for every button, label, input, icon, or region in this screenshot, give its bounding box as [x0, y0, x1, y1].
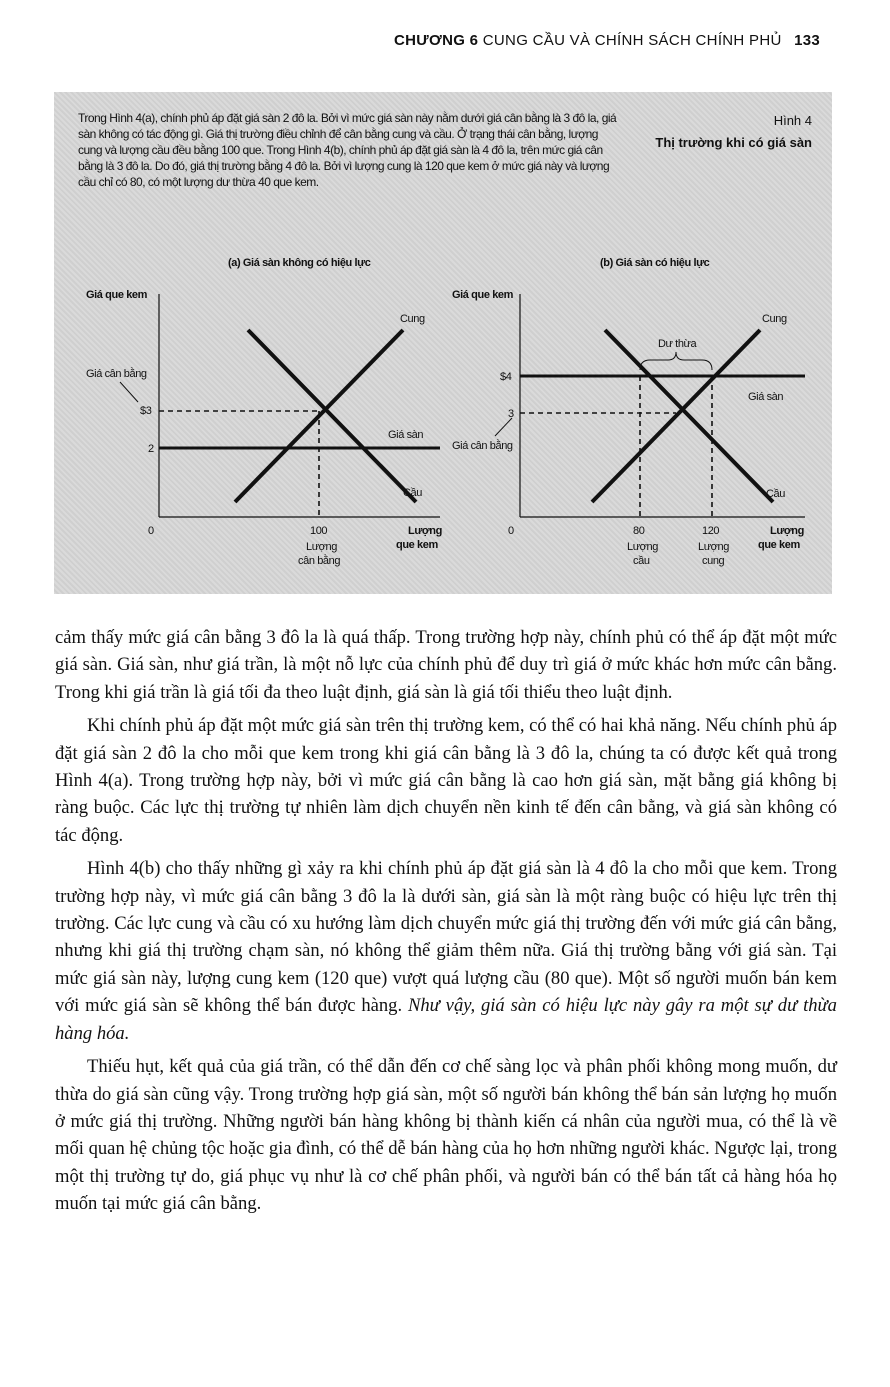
panel-a-y-tick-eq: $3: [140, 405, 152, 417]
running-head: [394, 32, 820, 49]
figure-box: [54, 92, 832, 594]
panel-b-qs-caption-1: Lượng: [698, 541, 729, 553]
panel-a-x-tick-caption-2: cân bằng: [298, 555, 341, 567]
panel-a-eq-price-label: Giá cân bằng: [86, 368, 147, 380]
panel-a-xlabel-2: que kem: [396, 539, 438, 551]
panel-b-xlabel-2: que kem: [758, 539, 800, 551]
panel-a-title: (a) Giá sàn không có hiệu lực: [228, 257, 371, 269]
panel-a-demand-label: Cầu: [403, 487, 422, 499]
panel-b-floor-label: Giá sàn: [748, 391, 784, 403]
figure-caption: Trong Hình 4(a), chính phủ áp đặt giá sàn 2 đô la. Bởi vì mức giá sàn này nằm dưới giá cân bằng là 3 đô la, giá sàn không có tác động gì. Giá thị trường điều chỉnh để cân bằng cung và cầu. Ở trạng thái cân bằng, lượng cung và lượng cầu đều bằng 100 que. Trong Hình 4(b), chính phủ áp đặt giá sàn là 4 đô la, trên mức giá cân bằng là 3 đô la. Do đó, giá thị trường bằng 4 đô la. Bởi vì lượng cung là 120 que kem ở mức giá này và lượng cầu chỉ có 80, có một lượng dư thừa 40 que kem.: [78, 111, 617, 189]
paragraph-3-emphasis: Như vậy, giá sàn có hiệu lực này gây ra một sự dư thừa hàng hóa.: [55, 995, 837, 1044]
panel-a-floor-label: Giá sàn: [388, 429, 424, 441]
panel-a: [78, 252, 458, 587]
paragraph-1: cảm thấy mức giá cân bằng 3 đô la là quá thấp. Trong trường hợp này, chính phủ có thể áp đặt một mức giá sàn. Giá sàn, như giá trần, là một nỗ lực của chính phủ để duy trì giá ở mức khác hơn mức cân bằng. Trong khi giá trần là giá tối đa theo luật định, giá sàn là giá tối thiểu theo luật định.: [55, 627, 837, 703]
page-number: 133: [794, 32, 820, 49]
panel-a-y-tick-floor: 2: [148, 443, 154, 455]
chapter-title: CUNG CẦU VÀ CHÍNH SÁCH CHÍNH PHỦ: [482, 32, 782, 49]
chapter-number: CHƯƠNG 6: [394, 32, 479, 49]
paragraph-3-main: Hình 4(b) cho thấy những gì xảy ra khi chính phủ áp đặt giá sàn là 4 đô la cho mỗi que kem. Trong trường hợp này, vì mức giá cân bằng 3 đô la là dưới sàn, giá sàn là một ràng buộc có hiệu lực trên thị trường. Các lực cung và cầu có xu hướng làm dịch chuyển mức giá thị trường đến với mức giá cân bằng, nhưng khi giá thị trường chạm sàn, nó không thể giảm thêm nữa. Giá thị trường bằng với giá sàn. Tại mức giá sàn này, lượng cung kem (120 que) vượt quá lượng cầu (80 que). Một số người muốn bán kem với mức giá sàn sẽ không thể bán được hàng.: [55, 858, 837, 1017]
figure-number: Hình 4: [773, 113, 812, 128]
panel-b-origin: 0: [508, 525, 514, 537]
panel-b-ylabel: Giá que kem: [452, 289, 514, 301]
panel-b-title: (b) Giá sàn có hiệu lực: [600, 257, 710, 269]
panel-b-qs-caption-2: cung: [702, 555, 725, 567]
body-text: [55, 624, 837, 1224]
panel-a-demand-curve: [248, 330, 416, 502]
paragraph-4: Thiếu hụt, kết quả của giá trần, có thể dẫn đến cơ chế sàng lọc và phân phối không mong muốn, dư thừa do giá sàn cũng vậy. Trong trường hợp giá sàn, một số người bán không thể bán sản lượng họ muốn ở mức giá thị trường. Những người bán hàng không bị thành kiến cá nhân của người mua, có thể là về mối quan hệ chủng tộc hoặc gia đình, có thể dễ bán hàng của họ hơn những người khác. Ngược lại, trong một thị trường tự do, giá phục vụ như là cơ chế phân phối, và người bán có thể bán tất cả hàng hóa họ muốn tại mức giá cân bằng.: [55, 1056, 837, 1215]
panel-b-eq-price-label: Giá cân bằng: [452, 440, 513, 452]
panel-b-y-tick-floor: $4: [500, 371, 512, 383]
panel-b-qd-caption-1: Lượng: [627, 541, 658, 553]
figure-title: Thị trường khi có giá sàn: [655, 135, 812, 150]
panel-a-supply-label: Cung: [400, 313, 425, 325]
panel-a-ylabel: Giá que kem: [86, 289, 148, 301]
panel-b-surplus-label: Dư thừa: [658, 338, 697, 350]
panel-a-origin: 0: [148, 525, 154, 537]
panel-a-x-tick-eq: 100: [310, 525, 328, 537]
panel-b-demand-label: Cầu: [766, 488, 785, 500]
panel-b-surplus-brace: [640, 352, 712, 370]
panel-a-eq-pointer: [120, 382, 138, 402]
panel-b-eq-pointer: [495, 418, 512, 436]
paragraph-3: [55, 855, 837, 1047]
panel-b-xlabel-1: Lượng: [770, 525, 804, 537]
paragraph-2: Khi chính phủ áp đặt một mức giá sàn trên thị trường kem, có thể có hai khả năng. Nếu chính phủ áp đặt giá sàn 2 đô la cho mỗi que kem trong khi giá cân bằng là 3 đô la, chúng ta có được kết quả trong Hình 4(a). Trong trường hợp này, bởi vì mức giá cân bằng là cao hơn giá sàn, mặt bằng giá không bị ràng buộc. Các lực thị trường tự nhiên làm dịch chuyển nền kinh tế đến cân bằng, và giá sàn không có tác động.: [55, 715, 837, 846]
panel-b-graph: [450, 252, 830, 582]
panel-b-supply-label: Cung: [762, 313, 787, 325]
panel-b-x-tick-demand: 80: [633, 525, 645, 537]
figure-label-block: [655, 110, 812, 154]
panel-b-supply-curve: [592, 330, 760, 502]
panel-b: [450, 252, 830, 587]
panel-a-x-tick-caption-1: Lượng: [306, 541, 337, 553]
panel-b-x-tick-supply: 120: [702, 525, 720, 537]
panel-a-graph: [78, 252, 458, 582]
panel-b-demand-curve: [605, 330, 773, 502]
panel-a-xlabel-1: Lượng: [408, 525, 442, 537]
panel-b-qd-caption-2: cầu: [633, 555, 650, 567]
panel-b-y-tick-eq: 3: [508, 408, 514, 420]
